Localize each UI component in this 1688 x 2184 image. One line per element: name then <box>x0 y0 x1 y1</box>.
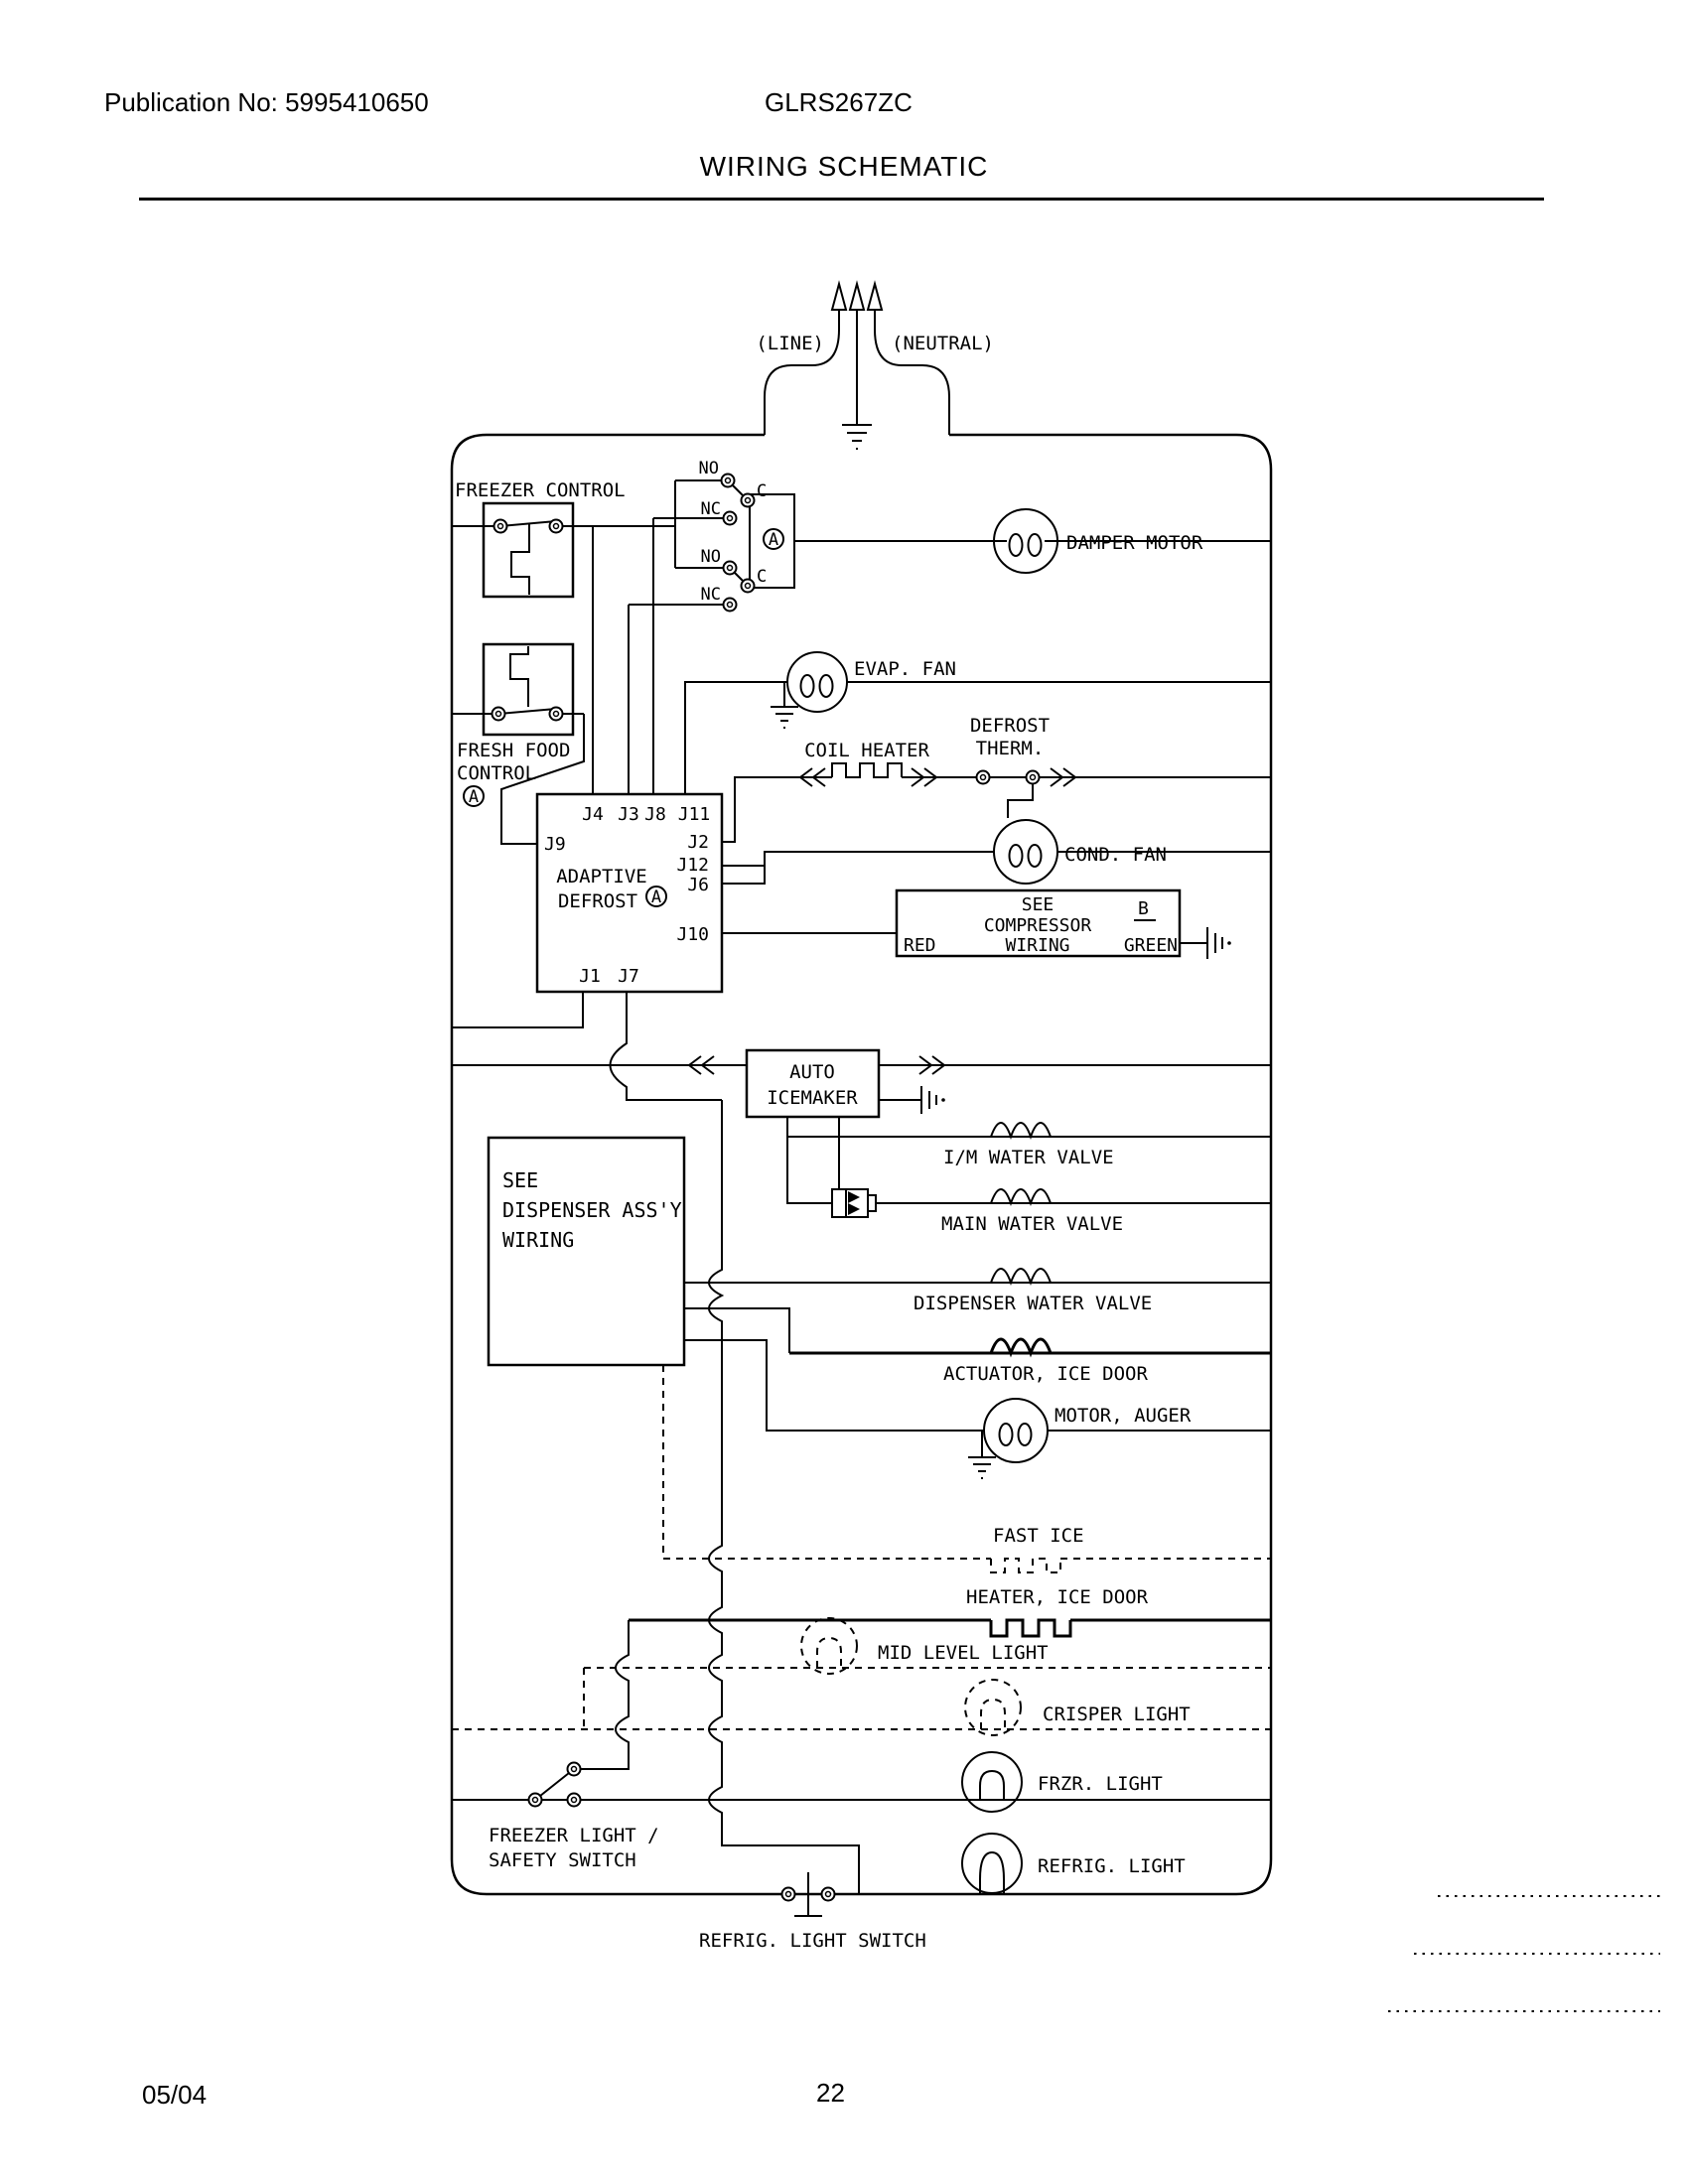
bulb-filament <box>817 1638 841 1668</box>
fresh-food-circle-a: A <box>468 787 480 807</box>
cond-fan-label: COND. FAN <box>1064 844 1167 866</box>
auto-icemaker-label2: ICEMAKER <box>767 1087 858 1109</box>
j8-label: J8 <box>644 804 666 825</box>
j6-label: J6 <box>687 875 709 895</box>
crisper-light <box>452 1680 1271 1735</box>
relay-nc2-label: NC <box>700 585 721 605</box>
coil-heater-resistor <box>832 763 902 777</box>
earth-ground-icon <box>842 425 872 449</box>
neutral-prong-icon <box>868 284 882 310</box>
auto-icemaker-label1: AUTO <box>789 1061 835 1083</box>
main-water-valve-label: MAIN WATER VALVE <box>941 1213 1124 1235</box>
heater-ice-door <box>574 1586 1271 1769</box>
fast-ice <box>663 1365 1271 1572</box>
j1-label: J1 <box>579 966 601 987</box>
valve-coil <box>991 1123 1051 1137</box>
evap-fan-label: EVAP. FAN <box>854 658 956 680</box>
cond-fan <box>722 820 1271 884</box>
relay-nc1-label: NC <box>700 499 721 519</box>
fresh-food-label2: CONTROL <box>457 762 537 784</box>
refrig-light-switch-label: REFRIG. LIGHT SWITCH <box>699 1930 926 1952</box>
heater-ice-door-label: HEATER, ICE DOOR <box>966 1586 1149 1608</box>
coil-heater-label: COIL HEATER <box>804 740 929 761</box>
compressor-label3: WIRING <box>1005 935 1070 956</box>
j12-label: J12 <box>676 855 709 876</box>
heater-resistor <box>991 1620 1070 1636</box>
refrig-light-row <box>699 1834 1186 1952</box>
chassis-ground-icon <box>921 1086 936 1114</box>
actuator-ice-door <box>684 1308 1271 1385</box>
chassis-ground-icon <box>1207 927 1222 959</box>
dotted-leader-lines <box>1388 1896 1660 2011</box>
j7-label: J7 <box>618 966 639 987</box>
compressor-box <box>722 890 1231 959</box>
relay-c2-label: C <box>757 567 768 587</box>
j7-wire <box>611 992 723 1100</box>
j4-label: J4 <box>582 804 604 825</box>
line-label: (LINE) <box>756 333 824 354</box>
relay-no1-label: NO <box>698 459 719 478</box>
freezer-light-switch-label1: FREEZER LIGHT / <box>489 1825 659 1846</box>
refrig-light-label: REFRIG. LIGHT <box>1038 1855 1186 1877</box>
j9-label: J9 <box>544 834 566 855</box>
footer-date: 05/04 <box>142 2080 208 2110</box>
red-wire-label: RED <box>904 935 936 956</box>
defrost-therm-label1: DEFROST <box>969 715 1051 737</box>
mid-level-light-label: MID LEVEL LIGHT <box>878 1642 1049 1664</box>
bulb-filament <box>980 1771 1004 1800</box>
j2-label: J2 <box>687 832 709 853</box>
coil-heater-defrost-therm <box>722 715 1271 842</box>
dispenser-label3: WIRING <box>502 1228 575 1252</box>
damper-motor-label: DAMPER MOTOR <box>1066 532 1203 554</box>
neutral-label: (NEUTRAL) <box>892 333 994 354</box>
schematic-border <box>452 435 1271 1894</box>
fresh-food-label1: FRESH FOOD <box>457 740 571 761</box>
dispenser-label2: DISPENSER ASS'Y <box>502 1198 682 1222</box>
power-entry <box>756 284 994 449</box>
fresh-food-control <box>452 644 584 844</box>
dispenser-assy-box <box>489 1138 684 1365</box>
auger-motor <box>684 1340 1271 1478</box>
thermostat-element <box>510 646 528 707</box>
line-prong-icon <box>832 284 846 310</box>
bulb-filament <box>980 1852 1004 1894</box>
j11-label: J11 <box>677 804 711 825</box>
valve-coil <box>991 1189 1051 1203</box>
adaptive-defrost-label1: ADAPTIVE <box>556 866 647 887</box>
b-wire-label: B <box>1138 898 1149 919</box>
therm-element <box>1008 784 1033 818</box>
relay-c1-label: C <box>757 481 768 501</box>
dispenser-water-valve-label: DISPENSER WATER VALVE <box>914 1293 1153 1314</box>
freezer-light-row <box>452 1752 1271 1871</box>
bulb-filament <box>981 1700 1005 1729</box>
frzr-light-label: FRZR. LIGHT <box>1038 1773 1163 1795</box>
j1-wire <box>452 992 583 1027</box>
switch-blade <box>498 709 556 714</box>
adaptive-defrost-label2: DEFROST <box>557 890 638 912</box>
crisper-light-label: CRISPER LIGHT <box>1043 1704 1191 1725</box>
j10-label: J10 <box>676 924 709 945</box>
im-water-valve <box>787 1123 1271 1168</box>
fast-ice-resistor <box>991 1559 1060 1572</box>
thermostat-element <box>511 524 529 595</box>
auger-ground-icon <box>968 1431 996 1478</box>
fast-ice-label: FAST ICE <box>993 1525 1084 1547</box>
ground-prong-icon <box>850 284 864 310</box>
damper-motor <box>794 509 1271 573</box>
valve-coil <box>991 1269 1051 1283</box>
relay-no2-label: NO <box>700 547 721 567</box>
freezer-light-switch-label2: SAFETY SWITCH <box>489 1849 636 1871</box>
valve-coil <box>991 1339 1051 1353</box>
auto-icemaker <box>452 1050 1271 1189</box>
model-number: GLRS267ZC <box>765 87 913 117</box>
motor-auger-label: MOTOR, AUGER <box>1055 1405 1192 1427</box>
compressor-label1: SEE <box>1021 894 1055 915</box>
relay-circle-a: A <box>768 530 779 550</box>
j3-label: J3 <box>618 804 639 825</box>
green-wire-label: GREEN <box>1123 935 1178 956</box>
evap-fan-ground-icon <box>771 682 798 728</box>
actuator-ice-door-label: ACTUATOR, ICE DOOR <box>943 1363 1148 1385</box>
page-title: WIRING SCHEMATIC <box>699 151 989 182</box>
freezer-control-label: FREEZER CONTROL <box>455 479 626 501</box>
main-vertical-bus <box>709 1100 859 1894</box>
dispenser-label1: SEE <box>502 1168 539 1192</box>
publication-number: Publication No: 5995410650 <box>104 87 429 117</box>
safety-switch-bus <box>574 1620 629 1769</box>
freezer-control <box>452 479 675 597</box>
defrost-therm-label2: THERM. <box>975 738 1045 759</box>
adaptive-circle-a: A <box>650 887 662 907</box>
im-water-valve-label: I/M WATER VALVE <box>943 1147 1114 1168</box>
footer-page-number: 22 <box>816 2078 845 2108</box>
compressor-label2: COMPRESSOR <box>983 915 1092 936</box>
